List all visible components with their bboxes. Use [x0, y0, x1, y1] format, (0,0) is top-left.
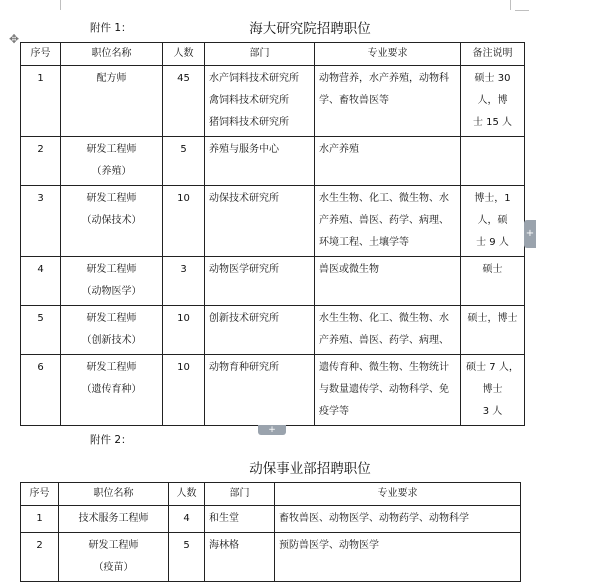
position-cell-line: （动物医学） [81, 286, 142, 297]
headcount-cell: 4 [169, 506, 205, 533]
headcount-cell: 5 [163, 137, 205, 186]
row-number-cell: 5 [21, 306, 61, 355]
note-cell [461, 66, 525, 137]
move-arrows-icon[interactable]: ✥ [8, 32, 20, 46]
department-cell-line: 动物医学研究所 [209, 264, 279, 275]
position-cell-line: （疫苗） [93, 562, 134, 573]
table-row [21, 306, 525, 355]
requirement-cell-line: 水生生物、化工、微生物、水 [319, 313, 449, 324]
headcount-cell: 3 [163, 257, 205, 306]
position-cell-line: （养殖） [91, 166, 132, 177]
position-cell-line: 技术服务工程师 [78, 513, 149, 524]
position-cell-line: 研发工程师 [86, 193, 137, 204]
department-cell [205, 66, 315, 137]
requirement-cell-line: 水生生物、化工、微生物、水 [319, 193, 449, 204]
table-row [21, 66, 525, 137]
column-header: 职位名称 [61, 43, 163, 66]
headcount-cell: 45 [163, 66, 205, 137]
position-cell-line: 研发工程师 [86, 144, 137, 155]
department-cell-line: 禽饲料技术研究所 [209, 95, 289, 106]
requirement-cell-line: 水产养殖 [319, 144, 359, 155]
column-header: 专业要求 [275, 483, 521, 506]
table-header-row [21, 43, 525, 66]
position-cell [61, 306, 163, 355]
requirement-cell-line: 疫学等 [319, 406, 349, 417]
department-cell-line: 动保技术研究所 [209, 193, 279, 204]
column-header: 备注说明 [461, 43, 525, 66]
attachment-1-label: 附件 1： [90, 22, 132, 34]
department-cell [205, 186, 315, 257]
position-cell-line: （创新技术） [81, 335, 142, 346]
headcount-cell: 10 [163, 186, 205, 257]
note-cell-line: 士 15 人 [472, 117, 513, 128]
job-table-1 [20, 42, 525, 426]
requirement-cell-line: 动物营养，水产养殖，动物科 [319, 73, 449, 84]
column-header: 人数 [163, 43, 205, 66]
headcount-cell: 5 [169, 533, 205, 582]
requirement-cell-line: 兽医或微生物 [319, 264, 379, 275]
column-header: 部门 [205, 483, 275, 506]
department-cell [205, 355, 315, 426]
requirement-cell-line: 预防兽医学、动物医学 [279, 540, 379, 551]
position-cell [61, 355, 163, 426]
column-header: 专业要求 [315, 43, 461, 66]
position-cell-line: （动保技术） [81, 215, 142, 226]
note-cell-line: 博士，1 人，硕 [474, 193, 511, 226]
table-row [21, 137, 525, 186]
requirement-cell [315, 66, 461, 137]
note-cell [461, 137, 525, 186]
column-header: 职位名称 [59, 483, 169, 506]
requirement-cell-line: 环境工程、土壤学等 [319, 237, 409, 248]
table-row [21, 533, 521, 582]
row-number-cell: 3 [21, 186, 61, 257]
department-cell-line: 海林格 [209, 540, 239, 551]
department-cell-line: 和生堂 [209, 513, 239, 524]
headcount-cell: 10 [163, 306, 205, 355]
column-header: 人数 [169, 483, 205, 506]
table-row [21, 355, 525, 426]
position-cell-line: 研发工程师 [86, 313, 137, 324]
note-cell-line: 硕士 7 人，博士 [466, 362, 519, 395]
add-column-icon[interactable]: + [524, 220, 536, 248]
requirement-cell-line: 产养殖、兽医、药学、病理、 [319, 215, 449, 226]
note-cell [461, 306, 525, 355]
note-cell-line: 硕士 30 人，博 [474, 73, 511, 106]
attachment-2-title: 动保事业部招聘职位 [249, 461, 371, 477]
job-table-2 [20, 482, 521, 582]
column-header: 序号 [21, 43, 61, 66]
note-cell-line: 硕士，博士 [467, 313, 518, 324]
note-cell [461, 186, 525, 257]
attachment-1-title: 海大研究院招聘职位 [249, 21, 371, 37]
requirement-cell-line: 与数量遗传学、动物科学、免 [319, 384, 449, 395]
department-cell [205, 306, 315, 355]
position-cell-line: （遗传育种） [81, 384, 142, 395]
requirement-cell [275, 506, 521, 533]
row-number-cell: 2 [21, 533, 59, 582]
position-cell [61, 66, 163, 137]
position-cell [61, 186, 163, 257]
note-cell [461, 355, 525, 426]
department-cell-line: 创新技术研究所 [209, 313, 279, 324]
requirement-cell [315, 355, 461, 426]
position-cell [59, 506, 169, 533]
department-cell-line: 猪饲料技术研究所 [209, 117, 289, 128]
position-cell [61, 137, 163, 186]
row-number-cell: 6 [21, 355, 61, 426]
table-row [21, 257, 525, 306]
add-row-icon[interactable]: + [258, 425, 286, 435]
note-cell [461, 257, 525, 306]
note-cell-line: 硕士 [482, 264, 503, 275]
requirement-cell-line: 学、畜牧兽医等 [319, 95, 389, 106]
requirement-cell-line: 产养殖、兽医、药学、病理、 [319, 335, 449, 346]
department-cell [205, 137, 315, 186]
department-cell [205, 257, 315, 306]
table-row [21, 506, 521, 533]
position-cell-line: 配方师 [96, 73, 127, 84]
requirement-cell [315, 257, 461, 306]
department-cell [205, 506, 275, 533]
requirement-cell [275, 533, 521, 582]
crop-mark [60, 0, 61, 10]
row-number-cell: 2 [21, 137, 61, 186]
attachment-2-label: 附件 2： [90, 434, 132, 446]
position-cell [59, 533, 169, 582]
headcount-cell: 10 [163, 355, 205, 426]
note-cell-line: 士 9 人 [476, 237, 509, 248]
requirement-cell [315, 306, 461, 355]
row-number-cell: 1 [21, 506, 59, 533]
row-number-cell: 4 [21, 257, 61, 306]
requirement-cell-line: 畜牧兽医、动物医学、动物药学、动物科学 [279, 513, 469, 524]
column-header: 序号 [21, 483, 59, 506]
requirement-cell [315, 186, 461, 257]
table-header-row [21, 483, 521, 506]
requirement-cell-line: 遗传育种、微生物、生物统计 [319, 362, 449, 373]
department-cell-line: 水产饲料技术研究所 [209, 73, 299, 84]
position-cell-line: 研发工程师 [86, 362, 137, 373]
requirement-cell [315, 137, 461, 186]
column-header: 部门 [205, 43, 315, 66]
crop-mark [510, 0, 511, 10]
row-number-cell: 1 [21, 66, 61, 137]
note-cell-line: 3 人 [482, 406, 503, 417]
position-cell [61, 257, 163, 306]
crop-mark [515, 10, 529, 11]
department-cell-line: 动物育种研究所 [209, 362, 279, 373]
position-cell-line: 研发工程师 [88, 540, 139, 551]
department-cell-line: 养殖与服务中心 [209, 144, 279, 155]
department-cell [205, 533, 275, 582]
table-row [21, 186, 525, 257]
position-cell-line: 研发工程师 [86, 264, 137, 275]
